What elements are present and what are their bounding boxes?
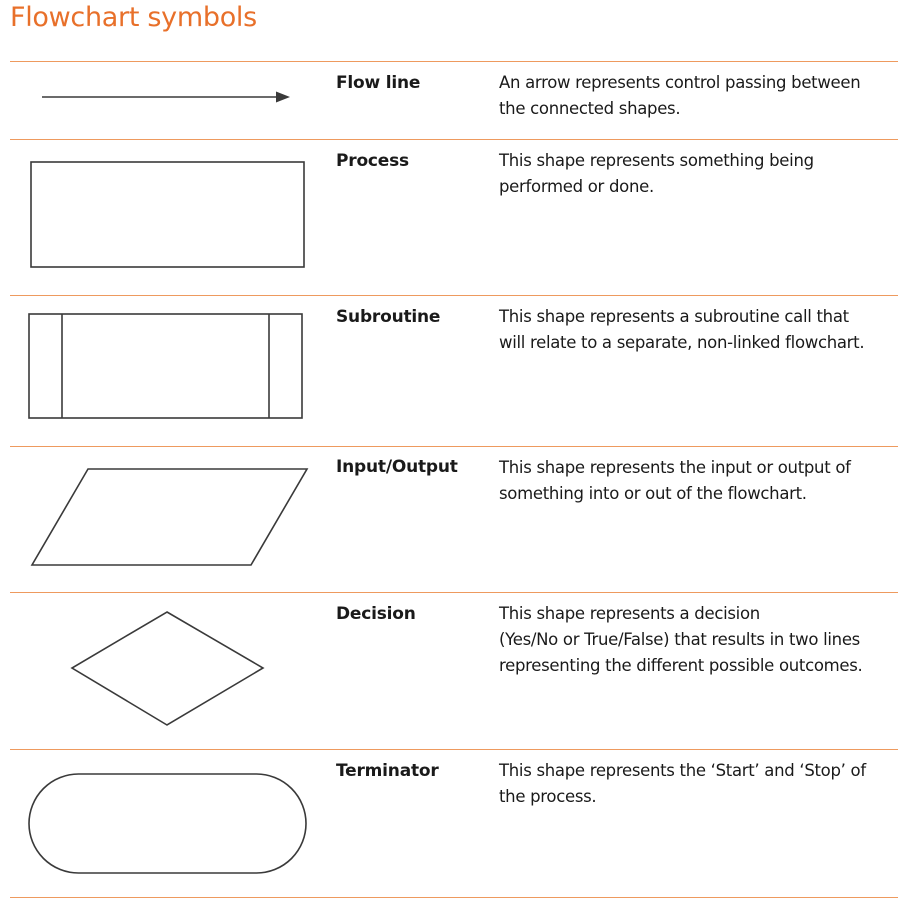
symbol-name: Decision [336,604,416,624]
symbol-description: This shape represents a decision (Yes/No or True/False) that results in two lines representing the different possible outcomes. [499,604,863,675]
symbol-description: This shape represents the ‘Start’ and ‘Stop’ of the process. [499,761,866,806]
symbol-row-subroutine [0,296,908,446]
symbol-name: Terminator [336,761,439,781]
symbol-name: Input/Output [336,457,458,477]
symbol-name: Flow line [336,73,421,93]
symbol-description: This shape represents something being performed or done. [499,151,814,196]
page-title: Flowchart symbols [10,2,257,33]
decision-diamond-icon [0,593,320,749]
divider-rule [10,897,898,898]
symbol-description: This shape represents the input or output of something into or out of the flowchart. [499,458,851,503]
symbol-row-input-output [0,447,908,592]
flow-line-arrow-icon [0,62,320,139]
terminator-stadium-icon [0,750,320,897]
symbol-description: This shape represents a subroutine call that will relate to a separate, non-linked flowchart. [499,307,865,352]
symbol-row-terminator [0,750,908,897]
symbol-row-flow-line [0,62,908,139]
symbol-row-process [0,140,908,295]
symbol-description: An arrow represents control passing between the connected shapes. [499,73,861,118]
input-output-parallelogram-icon [0,447,320,592]
symbol-name: Subroutine [336,307,441,327]
process-rectangle-icon [0,140,320,295]
symbol-row-decision [0,593,908,749]
subroutine-box-icon [0,296,320,446]
symbol-name: Process [336,151,409,171]
